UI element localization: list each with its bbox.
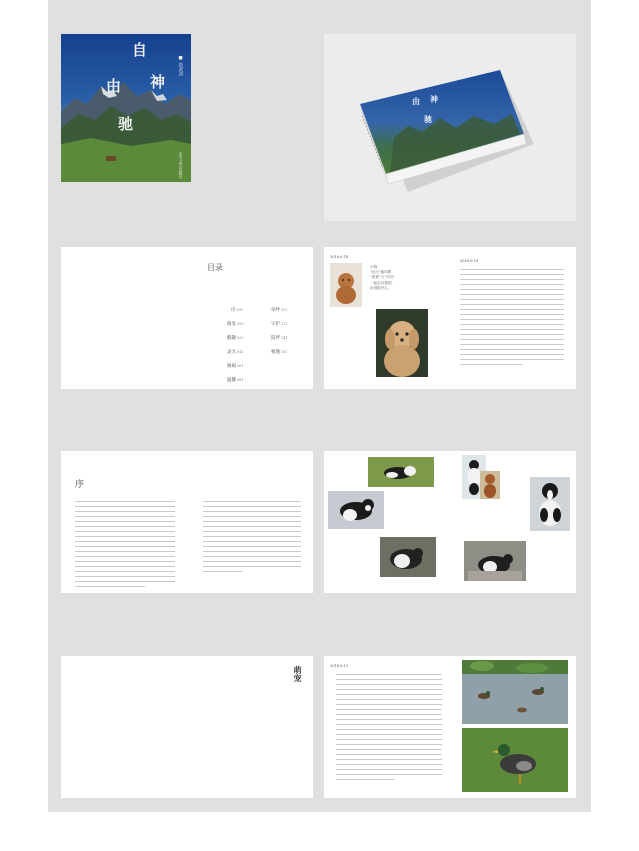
poodle-photo-large	[376, 309, 428, 377]
mockup-title-char-1: 自	[420, 74, 428, 84]
dog-photo	[328, 491, 384, 529]
toc-item: 序001	[231, 308, 243, 313]
toc-title: 目录	[207, 263, 223, 272]
toc-item: 守护121	[271, 322, 288, 327]
cover-publisher: 北方文艺出版社	[179, 152, 184, 179]
dog-photo	[368, 457, 434, 487]
mockup-title-char-3: 神	[430, 94, 438, 104]
toc-item: 嬉闹061	[227, 364, 244, 369]
book-cover	[61, 34, 191, 182]
mockup-title-char-2: 由	[412, 96, 420, 106]
dog-photo	[464, 541, 526, 581]
cover-title-char-1: 自	[130, 42, 148, 57]
cover-title-char-3: 神	[148, 74, 166, 89]
preface-spread	[61, 451, 313, 593]
ducks-spread	[324, 656, 576, 798]
toc-item: 陪伴141	[271, 336, 288, 341]
dog-photo	[480, 471, 500, 499]
page-date: 2016.6.12	[330, 664, 349, 668]
photo-caption: 小狗 "汪汪"地叫着 "喜欢"与"不同" 一起去玩耍吧, 玩得很开心。	[370, 265, 395, 290]
toc-item: 温馨081	[227, 378, 244, 383]
toc-item: 相逢161	[271, 350, 288, 355]
body-text-block	[460, 269, 564, 369]
cover-title-char-2: 由	[104, 78, 122, 93]
book-mockup-panel	[324, 34, 576, 221]
toc-item: 灵犬041	[227, 350, 244, 355]
book-mockup-illustration	[324, 34, 576, 221]
cover-author: ■ 彭武涛	[178, 56, 183, 76]
toc-item: 憨趣025	[227, 336, 244, 341]
page-date: 2016.6.19	[460, 259, 479, 263]
preface-text-right	[203, 501, 301, 576]
toc-spread	[61, 247, 313, 389]
cover-title-char-4: 驰	[116, 116, 134, 131]
mockup-title-char-4: 驰	[424, 114, 432, 124]
poodle-spread	[324, 247, 576, 389]
toc-item: 牵绊101	[271, 308, 288, 313]
mountain-landscape-illustration	[61, 34, 191, 182]
page-date: 2016.6.18	[330, 255, 349, 259]
chapter-opener-spread	[61, 656, 313, 798]
dog-photo	[530, 477, 570, 531]
chapter-title: 萌宠	[293, 666, 303, 682]
border-collie-spread	[324, 451, 576, 593]
duck-grass-photo	[462, 728, 568, 792]
toc-item: 萌宠005	[227, 322, 244, 327]
ducks-pond-photo	[462, 660, 568, 724]
dog-photo	[380, 537, 436, 577]
preface-text-left	[75, 501, 175, 591]
body-text-block	[336, 674, 442, 784]
poodle-photo-small	[330, 263, 362, 307]
preface-title: 序	[75, 480, 85, 490]
